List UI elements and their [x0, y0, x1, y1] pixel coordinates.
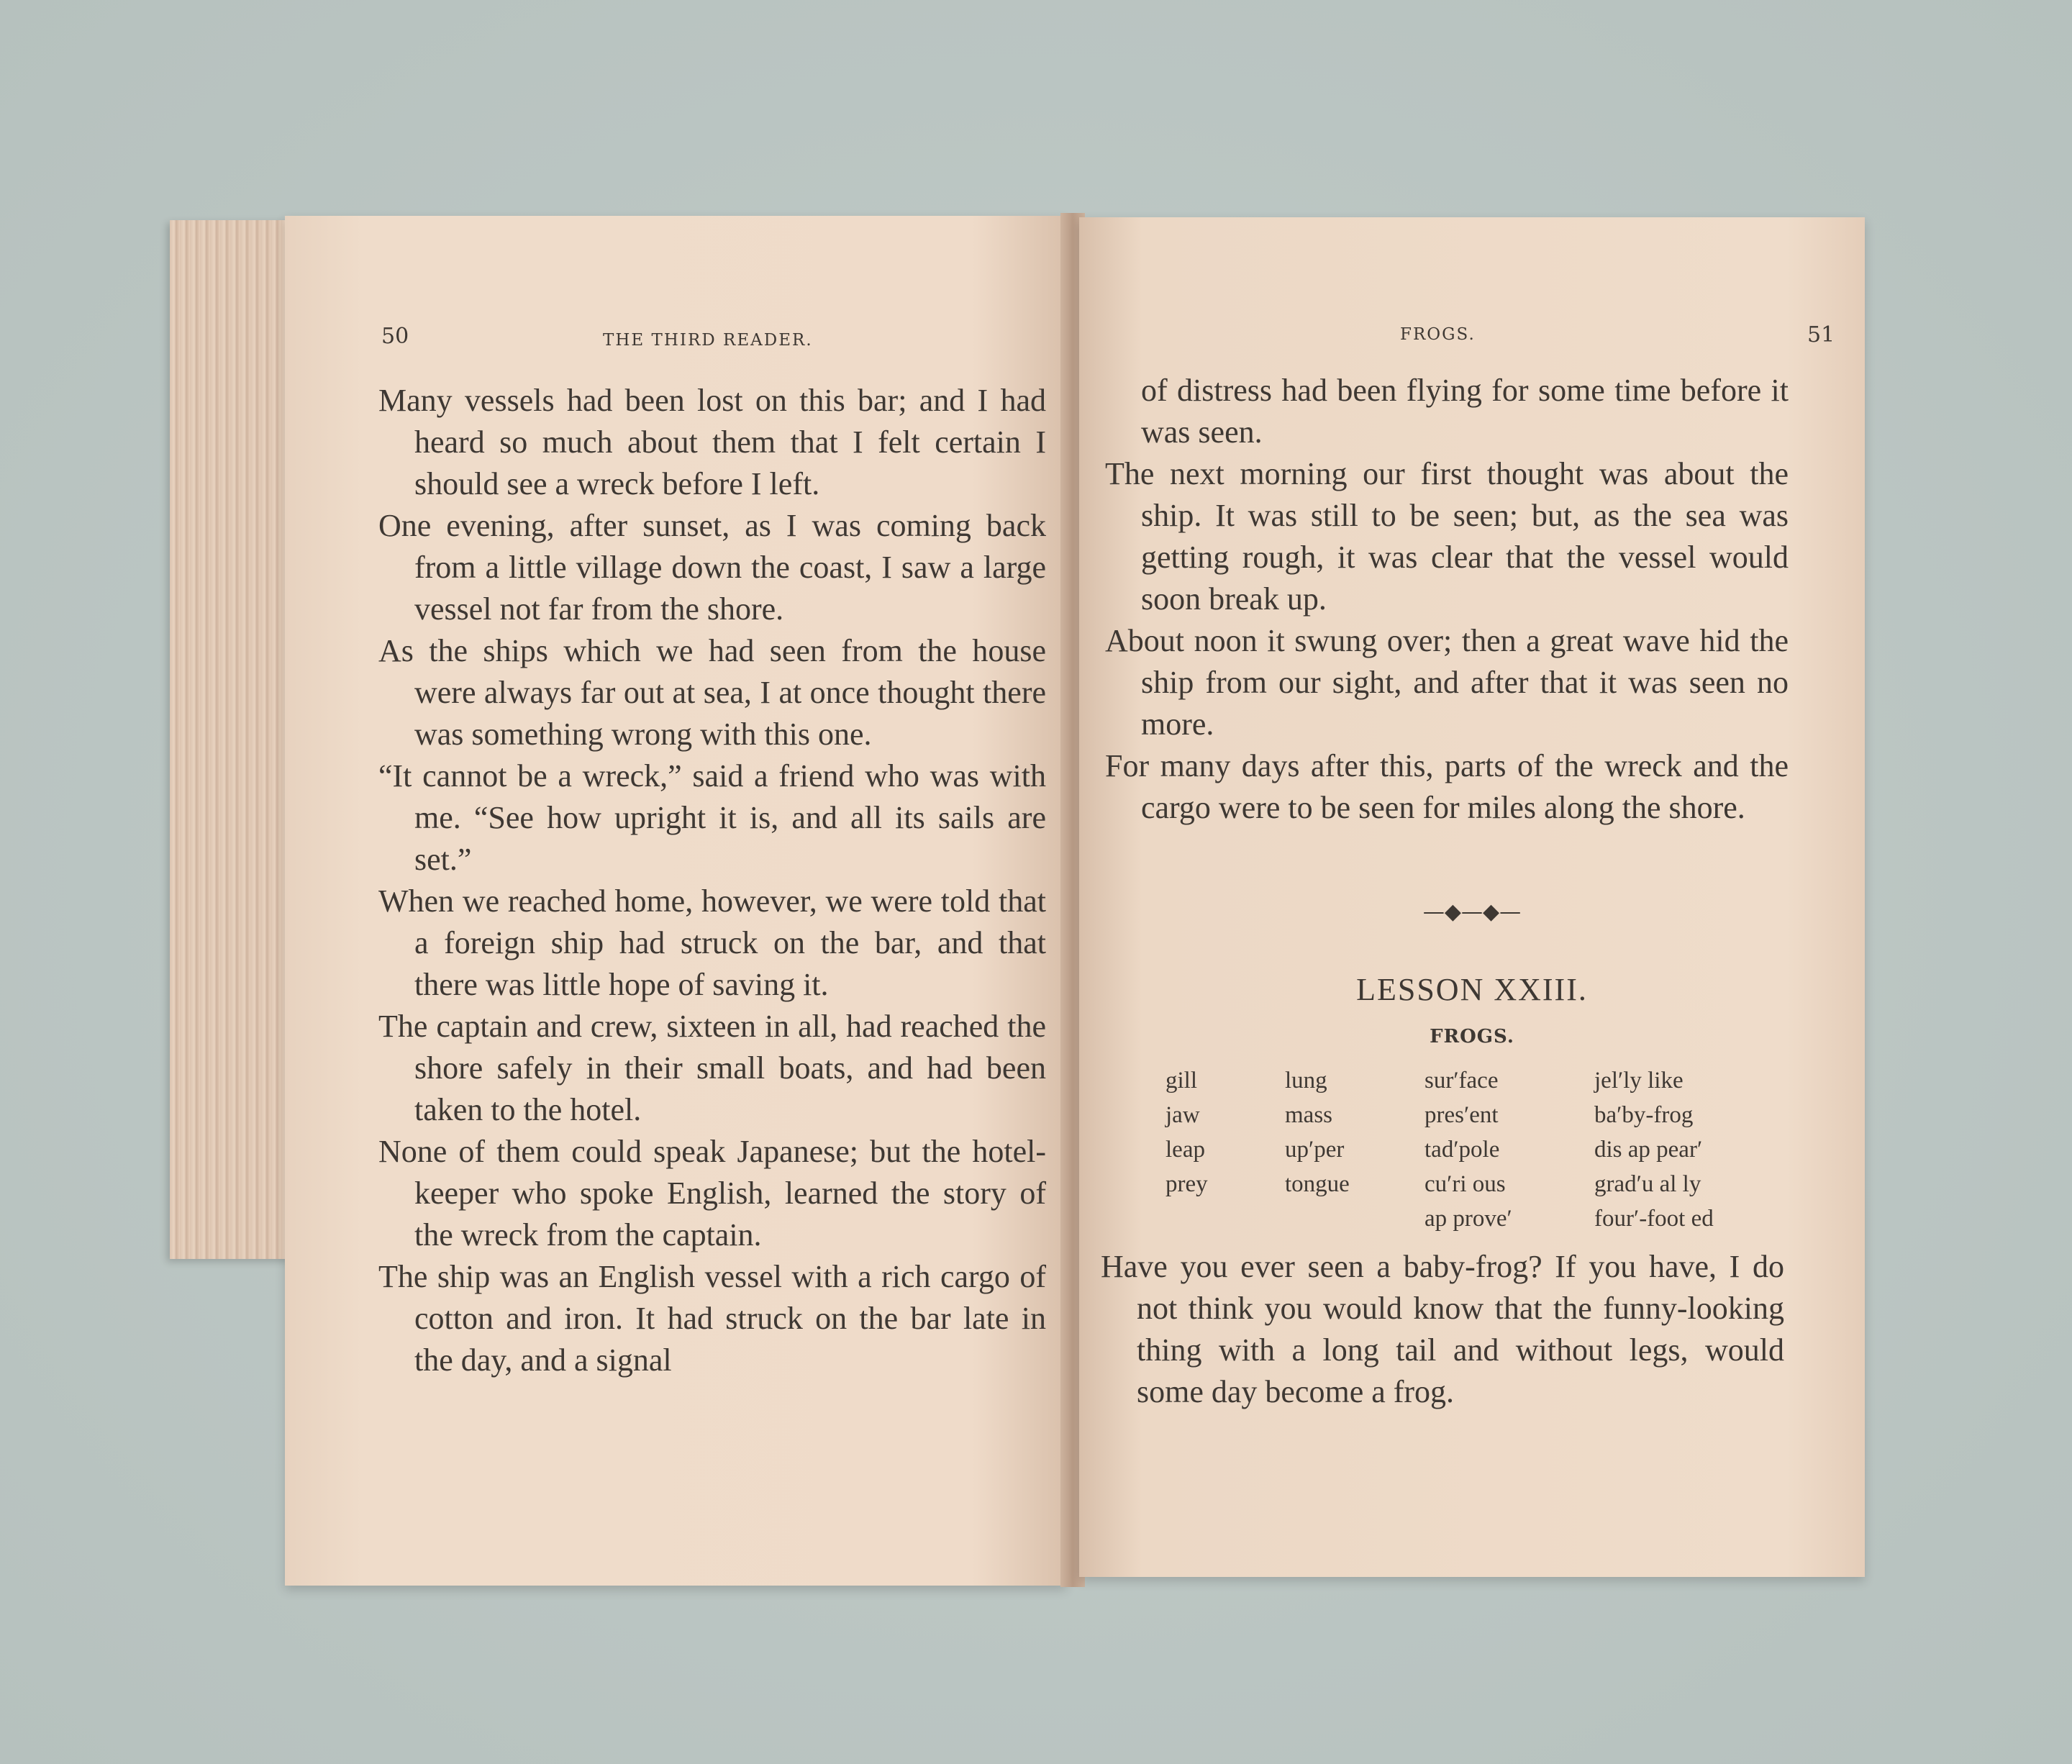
paragraph: Have you ever seen a baby-frog? If you have, I do not think you would know that the funny-looking thing with a long tail and without legs, would some day become a frog.	[1101, 1249, 1784, 1409]
paragraph: “It cannot be a wreck,” said a friend who was with me. “See how upright it is, and all its sails are set.”	[378, 758, 1046, 877]
page-number-right: 51	[1807, 322, 1835, 347]
right-page-body	[1105, 370, 1789, 829]
vocab-column	[1594, 1063, 1714, 1236]
paragraph: None of them could speak Japanese; but the hotel-keeper who spoke English, learned the story of the wreck from the captain.	[378, 1134, 1046, 1252]
running-head-left: THE THIRD READER.	[603, 331, 813, 350]
vocab-column	[1424, 1063, 1512, 1236]
paragraph: For many days after this, parts of the wreck and the cargo were to be seen for miles along the shore.	[1105, 748, 1789, 825]
paragraph: One evening, after sunset, as I was coming back from a little village down the coast, I saw a large vessel not far from the shore.	[378, 508, 1046, 627]
paragraph: About noon it swung over; then a great wave hid the ship from our sight, and after that it was seen no more.	[1105, 623, 1789, 742]
running-head-right: FROGS.	[1400, 325, 1476, 344]
lesson-body	[1101, 1246, 1784, 1413]
vocab-word: lung	[1285, 1068, 1327, 1094]
paragraph: The next morning our first thought was about the ship. It was still to be seen; but, as the sea was getting rough, it was clear that the vessel would soon break up.	[1105, 456, 1789, 617]
vocab-word: dis ap pear′	[1594, 1137, 1703, 1163]
vocab-word: grad′u al ly	[1594, 1171, 1701, 1197]
vocab-word: up′per	[1285, 1137, 1345, 1163]
vocab-word: gill	[1166, 1068, 1198, 1094]
vocab-word: sur′face	[1424, 1068, 1499, 1094]
vocab-word: ap prove′	[1424, 1206, 1512, 1232]
vocab-word: pres′ent	[1424, 1102, 1499, 1128]
ornament-divider: —◆—◆—	[1422, 899, 1522, 924]
lesson-subtitle: FROGS.	[1430, 1026, 1514, 1047]
vocab-word: jel′ly like	[1594, 1068, 1684, 1094]
page-edges	[170, 220, 292, 1259]
open-book	[285, 213, 1865, 1587]
left-page	[285, 216, 1066, 1586]
paragraph: The captain and crew, sixteen in all, had reached the shore safely in their small boats, and had been taken to the hotel.	[378, 1009, 1046, 1127]
paragraph: When we reached home, however, we were told that a foreign ship had struck on the bar, and that there was little hope of saving it.	[378, 883, 1046, 1002]
vocab-column	[1166, 1063, 1208, 1201]
vocab-word: leap	[1166, 1137, 1205, 1163]
vocab-word: jaw	[1166, 1102, 1200, 1128]
vocab-word: mass	[1285, 1102, 1332, 1128]
page-number-left: 50	[381, 324, 409, 349]
vocab-column	[1285, 1063, 1350, 1201]
vocab-word: ba′by-frog	[1594, 1102, 1694, 1128]
paragraph: The ship was an English vessel with a rich cargo of cotton and iron. It had struck on the bar late in the day, and a signal	[378, 1259, 1046, 1378]
vocab-word: tongue	[1285, 1171, 1350, 1197]
vocab-word: cu′ri ous	[1424, 1171, 1506, 1197]
vocabulary-list	[1166, 1063, 1813, 1243]
vocab-word: tad′pole	[1424, 1137, 1500, 1163]
left-page-body	[378, 380, 1046, 1381]
right-page	[1079, 217, 1865, 1577]
lesson-title: LESSON XXIII.	[1356, 972, 1588, 1007]
vocab-word: four′-foot ed	[1594, 1206, 1714, 1232]
vocab-word: prey	[1166, 1171, 1208, 1197]
paragraph: As the ships which we had seen from the house were always far out at sea, I at once thought there was something wrong with this one.	[378, 633, 1046, 752]
continuation-text: of distress had been flying for some time before it was seen.	[1141, 373, 1789, 450]
paragraph: Many vessels had been lost on this bar; and I had heard so much about them that I felt certain I should see a wreck before I left.	[378, 383, 1046, 501]
